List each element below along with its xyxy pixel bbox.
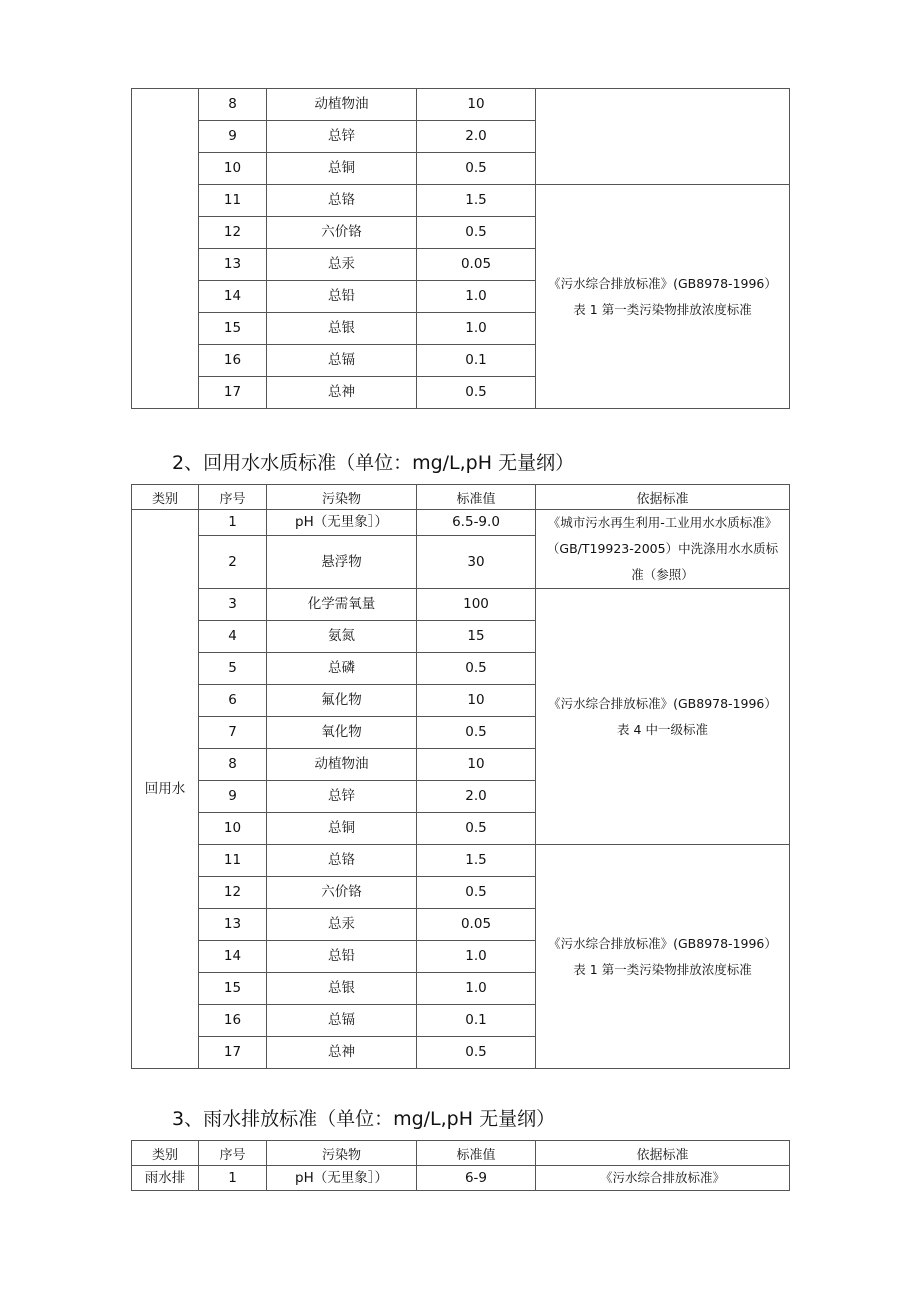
category-cell — [132, 89, 199, 409]
section-heading-rainwater: 3、雨水排放标准（单位：mg/L,pH 无量纲） — [172, 1108, 556, 1130]
pollutant-name: 总神 — [267, 377, 417, 409]
pollutant-name: pH（无里象］） — [267, 1166, 417, 1191]
standard-value: 0.5 — [417, 217, 536, 249]
table-header-row — [132, 1141, 790, 1166]
row-number: 15 — [199, 973, 267, 1005]
table-row — [132, 185, 790, 217]
pollutant-name: 总锌 — [267, 781, 417, 813]
pollutant-name: 总锌 — [267, 121, 417, 153]
header-no: 序号 — [199, 485, 267, 510]
pollutant-name: 总铜 — [267, 813, 417, 845]
category-cell: 雨水排 — [132, 1166, 199, 1191]
standard-value: 10 — [417, 89, 536, 121]
table-row — [132, 589, 790, 621]
header-category: 类别 — [132, 1141, 199, 1166]
standard-value: 0.1 — [417, 345, 536, 377]
standard-value: 0.05 — [417, 909, 536, 941]
row-number: 4 — [199, 621, 267, 653]
basis-standard: 《污水综合排放标准》 — [536, 1166, 790, 1191]
category-cell: 回用水 — [132, 510, 199, 1069]
pollutant-name: 动植物油 — [267, 89, 417, 121]
standard-value: 1.5 — [417, 185, 536, 217]
pollutant-name: 总银 — [267, 973, 417, 1005]
row-number: 17 — [199, 1037, 267, 1069]
standard-value: 6.5-9.0 — [417, 510, 536, 536]
standard-value: 0.5 — [417, 653, 536, 685]
row-number: 14 — [199, 941, 267, 973]
table-row — [132, 1166, 790, 1191]
standard-value: 2.0 — [417, 781, 536, 813]
standard-value: 1.0 — [417, 973, 536, 1005]
standard-value: 6-9 — [417, 1166, 536, 1191]
pollutant-name: 氨氮 — [267, 621, 417, 653]
standard-value: 30 — [417, 535, 536, 588]
standard-value: 0.5 — [417, 153, 536, 185]
pollutant-name: 六价铬 — [267, 877, 417, 909]
standard-value: 15 — [417, 621, 536, 653]
row-number: 13 — [199, 909, 267, 941]
row-number: 15 — [199, 313, 267, 345]
pollutant-name: 总铬 — [267, 845, 417, 877]
pollutant-name: 总镉 — [267, 1005, 417, 1037]
header-value: 标准值 — [417, 485, 536, 510]
row-number: 11 — [199, 185, 267, 217]
table-discharge-continued — [131, 88, 790, 409]
basis-standard: 《污水综合排放标准》(GB8978-1996）表 4 中一级标准 — [536, 589, 790, 845]
pollutant-name: 总铅 — [267, 281, 417, 313]
header-category: 类别 — [132, 485, 199, 510]
standard-value: 100 — [417, 589, 536, 621]
standard-value: 10 — [417, 685, 536, 717]
pollutant-name: 总铜 — [267, 153, 417, 185]
standard-value: 0.5 — [417, 717, 536, 749]
row-number: 9 — [199, 121, 267, 153]
pollutant-name: 氟化物 — [267, 685, 417, 717]
standard-value: 1.0 — [417, 313, 536, 345]
row-number: 8 — [199, 89, 267, 121]
row-number: 16 — [199, 345, 267, 377]
row-number: 1 — [199, 510, 267, 536]
standard-value: 0.5 — [417, 377, 536, 409]
row-number: 16 — [199, 1005, 267, 1037]
standard-value: 0.5 — [417, 1037, 536, 1069]
row-number: 11 — [199, 845, 267, 877]
pollutant-name: 总汞 — [267, 249, 417, 281]
row-number: 13 — [199, 249, 267, 281]
row-number: 10 — [199, 153, 267, 185]
standard-value: 0.5 — [417, 877, 536, 909]
row-number: 3 — [199, 589, 267, 621]
pollutant-name: 化学需氧量 — [267, 589, 417, 621]
standard-value: 1.0 — [417, 941, 536, 973]
row-number: 14 — [199, 281, 267, 313]
pollutant-name: 总磷 — [267, 653, 417, 685]
table-row — [132, 89, 790, 121]
table-row — [132, 510, 790, 536]
row-number: 5 — [199, 653, 267, 685]
row-number: 9 — [199, 781, 267, 813]
row-number: 8 — [199, 749, 267, 781]
standard-value: 1.0 — [417, 281, 536, 313]
pollutant-name: 动植物油 — [267, 749, 417, 781]
row-number: 12 — [199, 877, 267, 909]
header-pollutant: 污染物 — [267, 485, 417, 510]
pollutant-name: pH（无里象］） — [267, 510, 417, 536]
basis-standard — [536, 89, 790, 185]
table-reuse-water — [131, 484, 790, 1069]
basis-standard: 《城市污水再生利用-工业用水水质标准》（GB/T19923-2005）中洗涤用水水质标准（参照） — [536, 510, 790, 589]
pollutant-name: 悬浮物 — [267, 535, 417, 588]
row-number: 7 — [199, 717, 267, 749]
row-number: 17 — [199, 377, 267, 409]
row-number: 1 — [199, 1166, 267, 1191]
pollutant-name: 总铬 — [267, 185, 417, 217]
row-number: 10 — [199, 813, 267, 845]
row-number: 12 — [199, 217, 267, 249]
pollutant-name: 总铅 — [267, 941, 417, 973]
basis-standard: 《污水综合排放标准》(GB8978-1996）表 1 第一类污染物排放浓度标准 — [536, 185, 790, 409]
standard-value: 1.5 — [417, 845, 536, 877]
pollutant-name: 总银 — [267, 313, 417, 345]
header-pollutant: 污染物 — [267, 1141, 417, 1166]
standard-value: 0.05 — [417, 249, 536, 281]
standard-value: 10 — [417, 749, 536, 781]
table-header-row — [132, 485, 790, 510]
section-heading-reuse-water: 2、回用水水质标准（单位：mg/L,pH 无量纲） — [172, 452, 575, 474]
table-row — [132, 845, 790, 877]
row-number: 6 — [199, 685, 267, 717]
header-basis: 依据标准 — [536, 485, 790, 510]
pollutant-name: 总神 — [267, 1037, 417, 1069]
pollutant-name: 六价铬 — [267, 217, 417, 249]
pollutant-name: 氧化物 — [267, 717, 417, 749]
header-basis: 依据标准 — [536, 1141, 790, 1166]
header-no: 序号 — [199, 1141, 267, 1166]
table-rainwater — [131, 1140, 790, 1191]
basis-standard: 《污水综合排放标准》(GB8978-1996）表 1 第一类污染物排放浓度标准 — [536, 845, 790, 1069]
standard-value: 0.5 — [417, 813, 536, 845]
row-number: 2 — [199, 535, 267, 588]
standard-value: 0.1 — [417, 1005, 536, 1037]
pollutant-name: 总汞 — [267, 909, 417, 941]
standard-value: 2.0 — [417, 121, 536, 153]
header-value: 标准值 — [417, 1141, 536, 1166]
pollutant-name: 总镉 — [267, 345, 417, 377]
